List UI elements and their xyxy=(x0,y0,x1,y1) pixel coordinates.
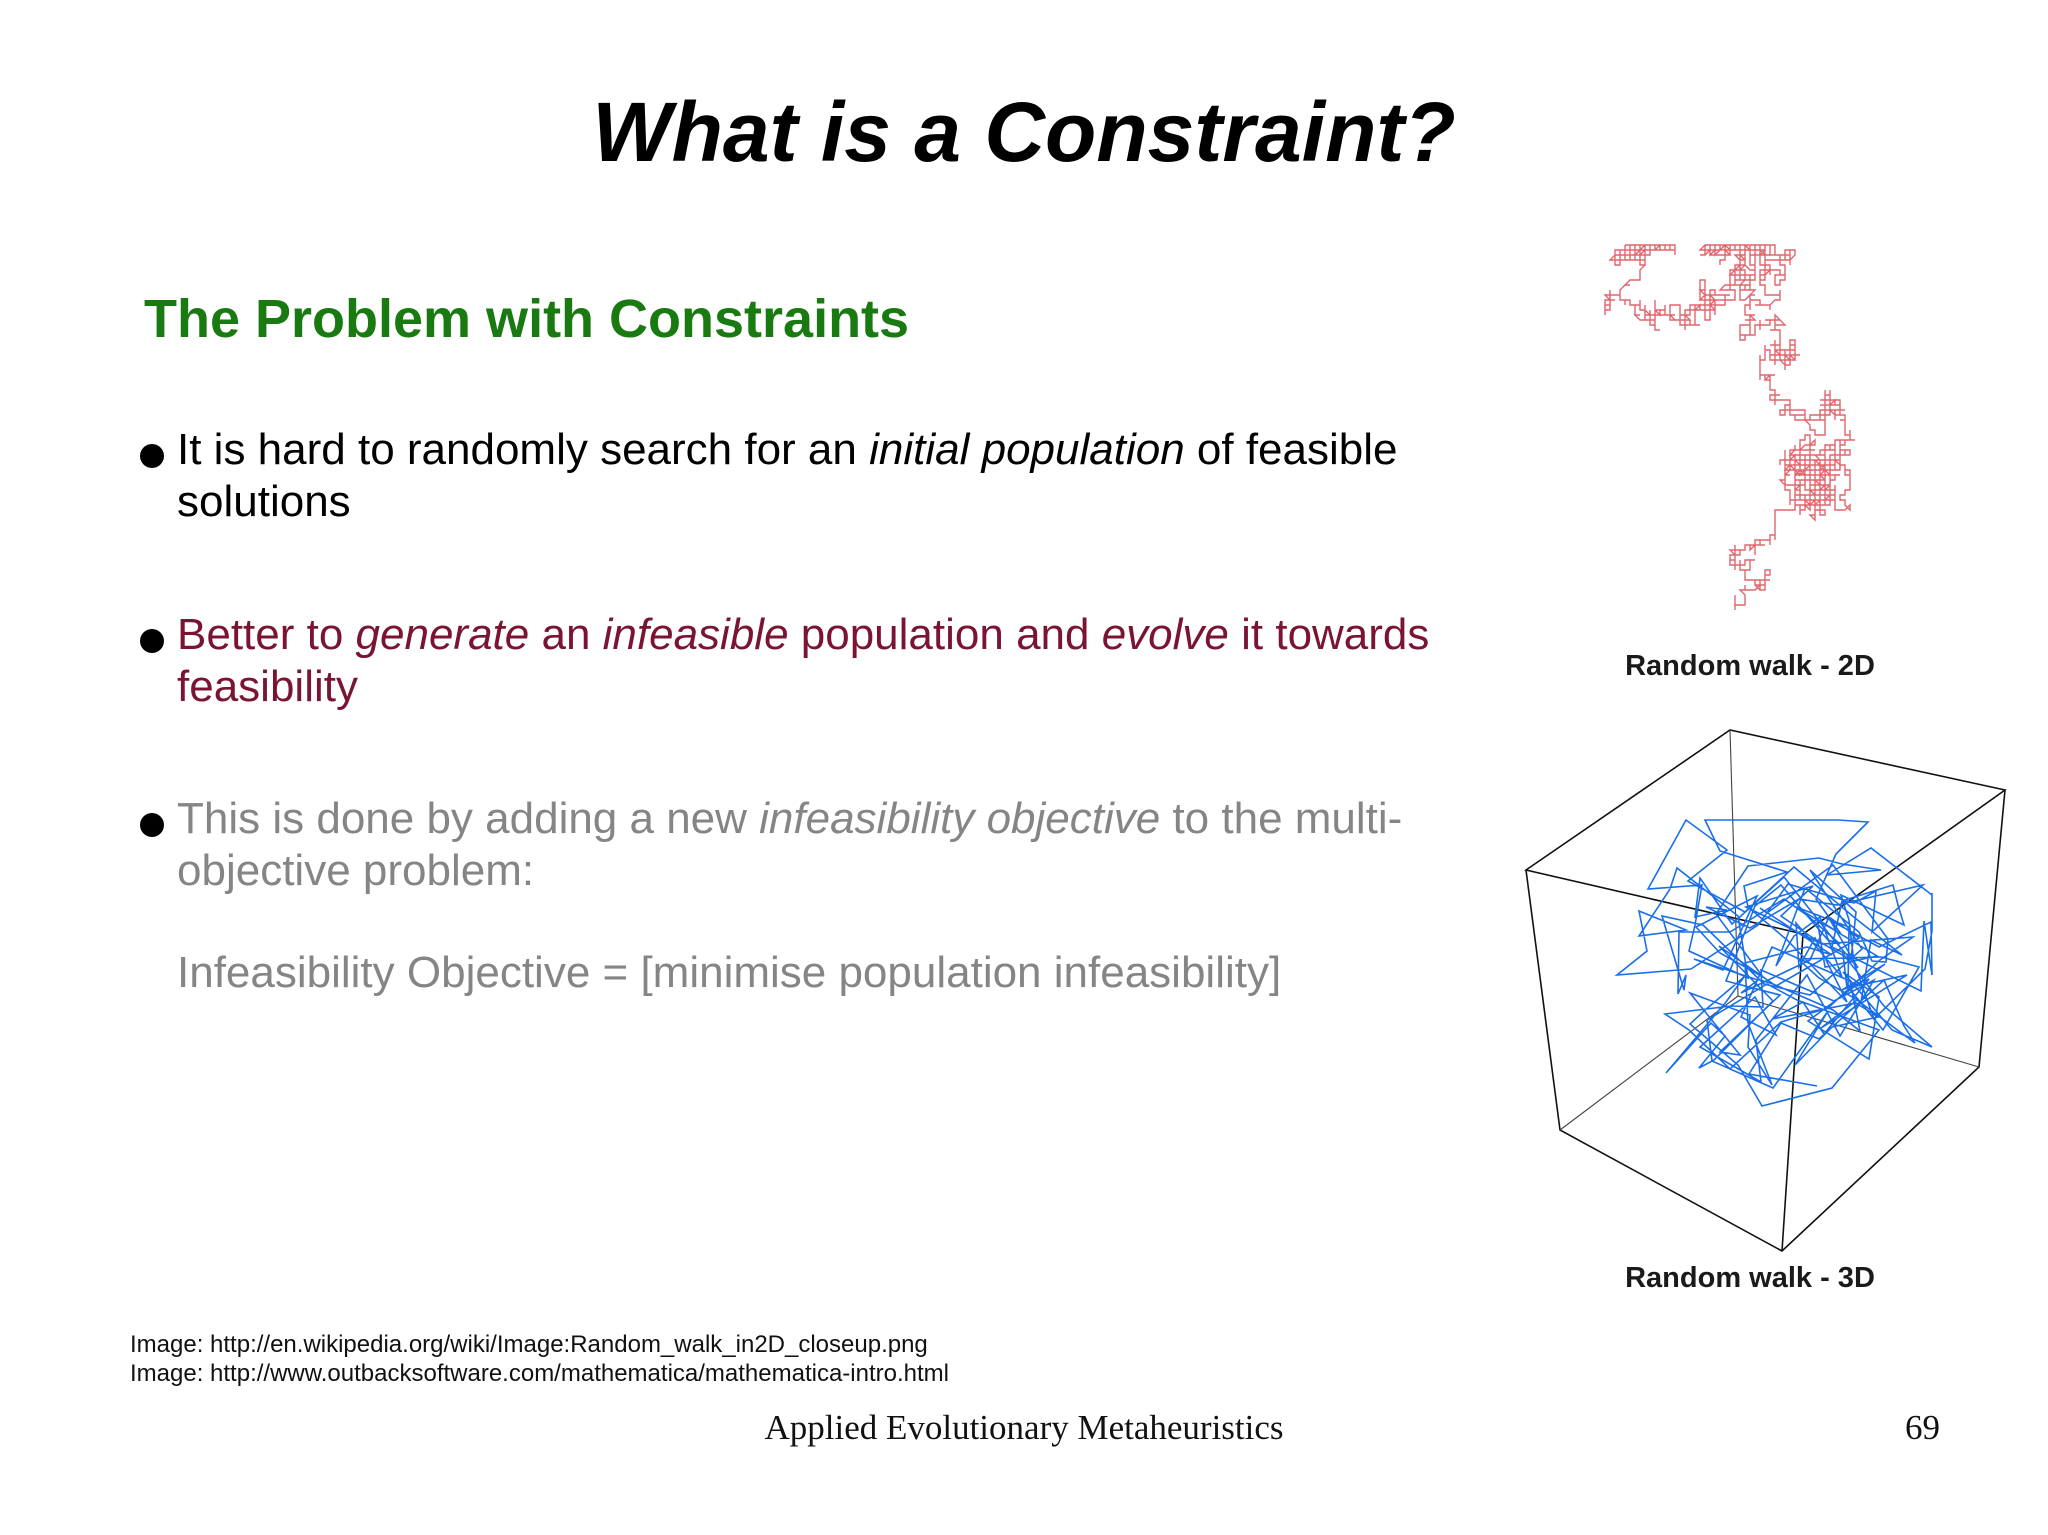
bullet-text-3 xyxy=(177,793,1490,897)
bullet-dot-icon xyxy=(140,444,164,468)
random-walk-3d-image xyxy=(1520,720,2010,1260)
image-credit-line: Image: http://www.outbacksoftware.com/mathematica/mathematica-intro.html xyxy=(130,1360,949,1387)
bullet-dot-icon xyxy=(140,629,164,653)
caption-random-walk-3d: Random walk - 3D xyxy=(1625,1262,1875,1294)
walk-3d-line xyxy=(1617,820,1932,1106)
bullet-item-3 xyxy=(140,793,1490,897)
random-walk-2d-image xyxy=(1585,235,1925,635)
section-heading: The Problem with Constraints xyxy=(144,289,910,349)
random-walk-2d-path xyxy=(1605,245,1855,610)
italic-phrase: evolve xyxy=(1101,610,1229,659)
bullet-dot-icon xyxy=(140,813,164,837)
text-run: This is done by adding a new xyxy=(177,794,760,843)
bullet-text-1 xyxy=(177,424,1490,528)
infeasibility-formula: Infeasibility Objective = [minimise population infeasibility] xyxy=(177,948,1282,997)
bullet-item-2 xyxy=(140,609,1490,713)
image-credit-line: Image: http://en.wikipedia.org/wiki/Image:Random_walk_in2D_closeup.png xyxy=(130,1331,928,1358)
italic-phrase: initial population xyxy=(869,425,1185,474)
italic-phrase: infeasible xyxy=(602,610,789,659)
text-run: to the multi-objective problem: xyxy=(177,794,1403,895)
text-run: of feasible solutions xyxy=(177,425,1398,526)
text-run: It is hard to randomly search for an xyxy=(177,425,870,474)
text-run: population and xyxy=(788,610,1102,659)
slide-title: What is a Constraint? xyxy=(592,85,1456,179)
walk-2d-line xyxy=(1605,245,1855,610)
caption-random-walk-2d: Random walk - 2D xyxy=(1625,650,1875,682)
bullet-item-1 xyxy=(140,424,1490,528)
slide-footer: Applied Evolutionary Metaheuristics xyxy=(764,1408,1284,1447)
text-run: it towards feasibility xyxy=(177,610,1430,711)
random-walk-3d-path xyxy=(1617,820,1932,1106)
text-run: Better to xyxy=(177,610,356,659)
page-number: 69 xyxy=(1905,1408,1940,1447)
bullet-text-2 xyxy=(177,609,1490,713)
text-run: an xyxy=(529,610,603,659)
italic-phrase: generate xyxy=(355,610,530,659)
italic-phrase: infeasibility objective xyxy=(759,794,1161,843)
image-credits xyxy=(130,1330,949,1388)
